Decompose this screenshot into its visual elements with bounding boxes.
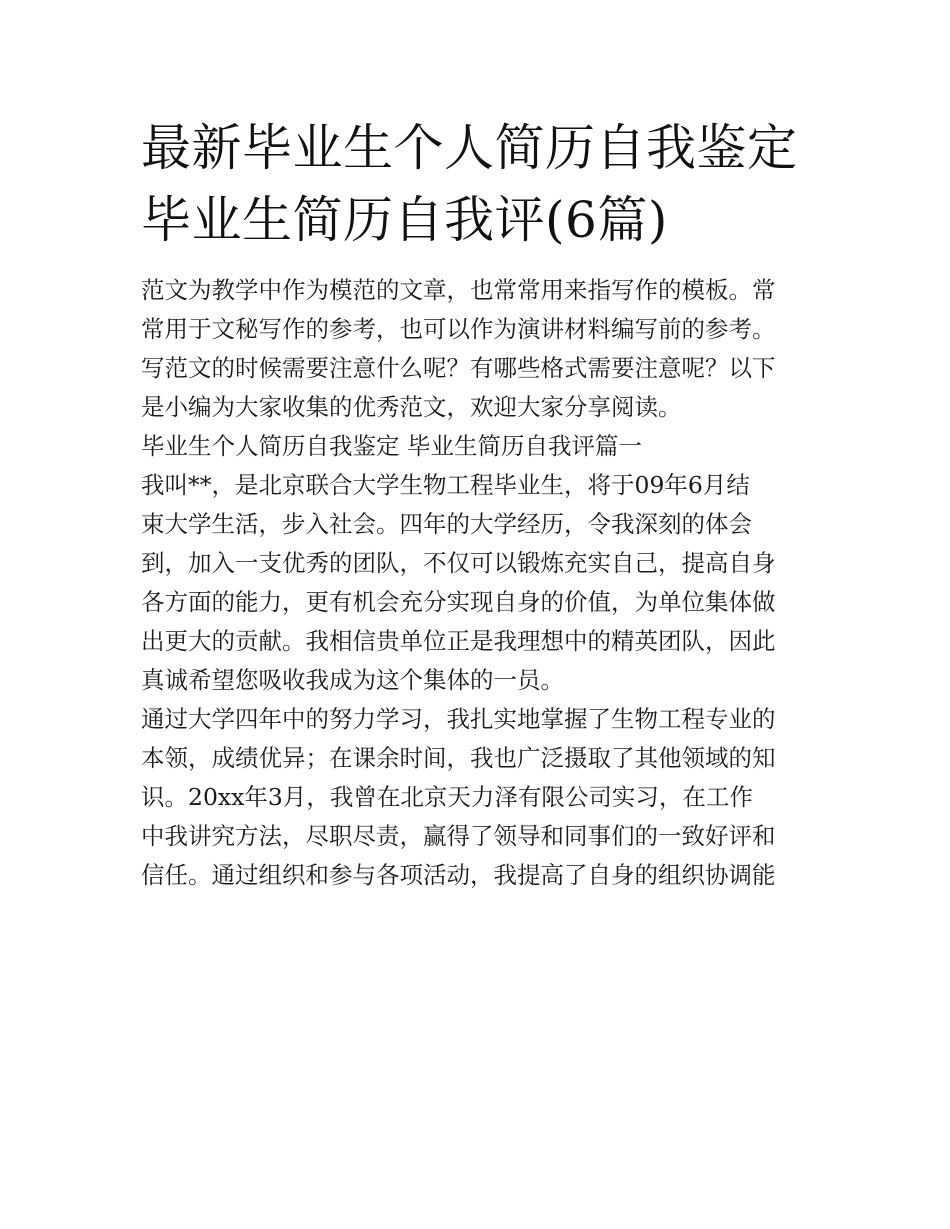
paragraph-1-line: 我叫**，是北京联合大学生物工程毕业生，将于09年6月结 xyxy=(141,471,750,499)
paragraph-1-line: 真诚希望您吸收我成为这个集体的一员。 xyxy=(141,666,564,694)
title-line-1: 最新毕业生个人简历自我鉴定 xyxy=(141,119,798,177)
paragraph-2-line: 通过大学四年中的努力学习，我扎实地掌握了生物工程专业的 xyxy=(141,705,776,733)
paragraph-1-line: 到，加入一支优秀的团队，不仅可以锻炼充实自己，提高自身 xyxy=(141,549,776,577)
intro-line: 范文为教学中作为模范的文章，也常常用来指写作的模板。常 xyxy=(141,276,776,304)
section-heading: 毕业生个人简历自我鉴定 毕业生简历自我评篇一 xyxy=(141,432,642,460)
document-body xyxy=(141,271,821,895)
intro-line: 常用于文秘写作的参考，也可以作为演讲材料编写前的参考。 xyxy=(141,315,776,343)
paragraph-2-line: 本领，成绩优异；在课余时间，我也广泛摄取了其他领域的知 xyxy=(141,744,776,772)
paragraph-1-line: 束大学生活，步入社会。四年的大学经历，令我深刻的体会 xyxy=(141,510,752,538)
intro-line: 是小编为大家收集的优秀范文，欢迎大家分享阅读。 xyxy=(141,393,682,421)
intro-paragraph xyxy=(141,271,821,427)
paragraph-2-line: 中我讲究方法，尽职尽责，赢得了领导和同事们的一致好评和 xyxy=(141,822,776,850)
paragraph-2-line: 信任。通过组织和参与各项活动，我提高了自身的组织协调能 xyxy=(141,861,776,889)
document-content xyxy=(141,112,821,895)
paragraph-2-line: 识。20xx年3月，我曾在北京天力泽有限公司实习，在工作 xyxy=(141,783,753,811)
title-line-2: 毕业生简历自我评(6篇) xyxy=(141,191,668,249)
paragraph-1-line: 各方面的能力，更有机会充分实现自身的价值，为单位集体做 xyxy=(141,588,776,616)
paragraph-1-line: 出更大的贡献。我相信贵单位正是我理想中的精英团队，因此 xyxy=(141,627,776,655)
intro-line: 写范文的时候需要注意什么呢？有哪些格式需要注意呢？以下 xyxy=(141,354,776,382)
paragraph-1 xyxy=(141,466,821,700)
document-title xyxy=(141,112,821,256)
paragraph-2 xyxy=(141,700,821,895)
